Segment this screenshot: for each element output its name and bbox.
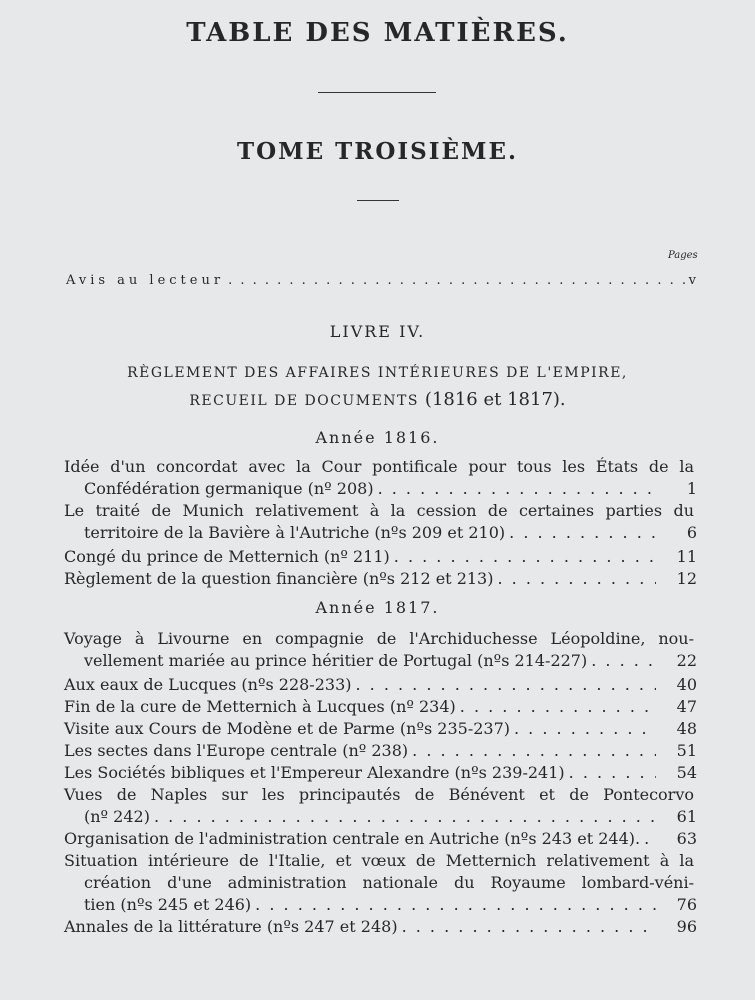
- year-1817-heading: Année 1817.: [315, 598, 440, 617]
- toc-entry-line: [64, 546, 694, 568]
- toc-entry-line: [64, 828, 694, 850]
- toc-entry-page: 96: [676, 917, 697, 936]
- leader-dots: [460, 696, 656, 718]
- toc-entry-text: tien (nºs 245 et 246): [84, 895, 252, 914]
- toc-entry-page: 54: [676, 763, 697, 782]
- toc-entry-page: 1: [686, 479, 697, 498]
- toc-entry-line: [64, 894, 694, 916]
- toc-entry: [64, 568, 697, 590]
- toc-entry-text: création d'une administration nationale du Royaume lombard-véni-: [84, 873, 694, 892]
- toc-entry-page: 51: [676, 741, 697, 760]
- toc-entry: [64, 762, 697, 784]
- toc-entry-text: (nº 242): [84, 807, 150, 826]
- toc-entry-text: Le traité de Munich relativement à la cession de certaines parties du: [64, 501, 694, 520]
- toc-entry-line: [64, 718, 694, 740]
- avis-page: v: [688, 273, 700, 288]
- toc-entry-text: territoire de la Bavière à l'Autriche (nºs 209 et 210): [84, 523, 506, 542]
- toc-entry-page: 48: [676, 719, 697, 738]
- toc-entry-line: [64, 674, 694, 696]
- toc-entry-line: [64, 806, 694, 828]
- avis-label: Avis au lecteur: [66, 273, 225, 288]
- toc-entry-page: 47: [676, 697, 697, 716]
- toc-entry-page: 6: [686, 523, 697, 542]
- leader-dots: [394, 546, 656, 568]
- toc-entry-page: 12: [676, 569, 697, 588]
- toc-entry-page: 63: [676, 829, 697, 848]
- toc-entry-line: [64, 784, 694, 806]
- toc-entry-line: [64, 762, 694, 784]
- leader-dots: [509, 522, 656, 544]
- tome-divider: [357, 200, 399, 201]
- toc-entry: [64, 828, 697, 850]
- toc-entry-text: Voyage à Livourne en compagnie de l'Archiduchesse Léopoldine, nou-: [64, 629, 694, 648]
- toc-entry-text: Les sectes dans l'Europe centrale (nº 238): [64, 741, 409, 760]
- subtitle-line-2: [0, 389, 755, 410]
- toc-entry: [64, 546, 697, 568]
- leader-dots: [644, 828, 656, 850]
- toc-entry-text: Fin de la cure de Metternich à Lucques (nº 234): [64, 697, 456, 716]
- leader-dots: [497, 568, 656, 590]
- toc-entry: [64, 500, 697, 544]
- subtitle-line-2-years: (1816 et 1817).: [424, 389, 566, 410]
- toc-entry-text: Annales de la littérature (nºs 247 et 248): [64, 917, 398, 936]
- subtitle-line-1: RÈGLEMENT DES AFFAIRES INTÉRIEURES DE L'EMPIRE,: [127, 365, 628, 381]
- toc-entry-line: [64, 628, 694, 650]
- toc-entry-line: [64, 696, 694, 718]
- toc-entry-line: [64, 916, 694, 938]
- title-divider: [318, 92, 436, 93]
- leader-dots: [154, 806, 656, 828]
- toc-entry: [64, 916, 697, 938]
- toc-entry-text: Visite aux Cours de Modène et de Parme (nºs 235-237): [64, 719, 510, 738]
- toc-entry-page: 22: [676, 651, 697, 670]
- leader-dots: [402, 916, 656, 938]
- leader-dots: [228, 273, 685, 288]
- toc-entry-text: vellement mariée au prince héritier de Portugal (nºs 214-227): [84, 651, 588, 670]
- toc-entry-line: [64, 740, 694, 762]
- leader-dots: [514, 718, 656, 740]
- tome-heading: TOME TROISIÈME.: [236, 138, 519, 165]
- toc-entry-line: [64, 478, 694, 500]
- toc-entry-line: [64, 872, 694, 894]
- subtitle-line-2-prefix: RECUEIL DE DOCUMENTS: [189, 393, 419, 409]
- toc-entry-text: Vues de Naples sur les principautés de Bénévent et de Pontecorvo: [64, 785, 694, 804]
- toc-entry-text: Idée d'un concordat avec la Cour pontificale pour tous les États de la: [64, 457, 694, 476]
- toc-entry-line: [64, 650, 694, 672]
- toc-entry-text: Aux eaux de Lucques (nºs 228-233): [64, 675, 352, 694]
- toc-entry-page: 40: [676, 675, 697, 694]
- toc-entry: [64, 784, 697, 828]
- toc-entry-line: [64, 456, 694, 478]
- toc-entry: [64, 674, 697, 696]
- toc-entry-line: [64, 522, 694, 544]
- toc-entry-line: [64, 850, 694, 872]
- toc-entry-text: Congé du prince de Metternich (nº 211): [64, 547, 390, 566]
- toc-entry: [64, 718, 697, 740]
- leader-dots: [378, 478, 656, 500]
- toc-entry: [64, 456, 697, 500]
- toc-entry-page: 76: [676, 895, 697, 914]
- toc-entry-text: Confédération germanique (nº 208): [84, 479, 374, 498]
- toc-entry-text: Règlement de la question financière (nºs 212 et 213): [64, 569, 494, 588]
- leader-dots: [591, 650, 656, 672]
- leader-dots: [569, 762, 656, 784]
- livre-heading: LIVRE IV.: [329, 322, 426, 341]
- toc-entry-text: Les Sociétés bibliques et l'Empereur Alexandre (nºs 239-241): [64, 763, 565, 782]
- toc-entry: [64, 740, 697, 762]
- toc-entry-line: [64, 568, 694, 590]
- pages-column-label: Pages: [668, 250, 698, 261]
- year-1816-heading: Année 1816.: [315, 428, 440, 447]
- page-title: TABLE DES MATIÈRES.: [186, 18, 569, 48]
- toc-entry-text: Organisation de l'administration centrale en Autriche (nºs 243 et 244).: [64, 829, 641, 848]
- toc-entry: [64, 628, 697, 672]
- leader-dots: [412, 740, 656, 762]
- toc-entry-text: Situation intérieure de l'Italie, et vœux de Metternich relativement à la: [64, 851, 694, 870]
- toc-entry-page: 11: [676, 547, 697, 566]
- toc-entry-line: [64, 500, 694, 522]
- avis-entry: [66, 273, 700, 288]
- leader-dots: [255, 894, 656, 916]
- leader-dots: [355, 674, 656, 696]
- toc-entry-page: 61: [676, 807, 697, 826]
- toc-entry: [64, 850, 697, 916]
- toc-entry: [64, 696, 697, 718]
